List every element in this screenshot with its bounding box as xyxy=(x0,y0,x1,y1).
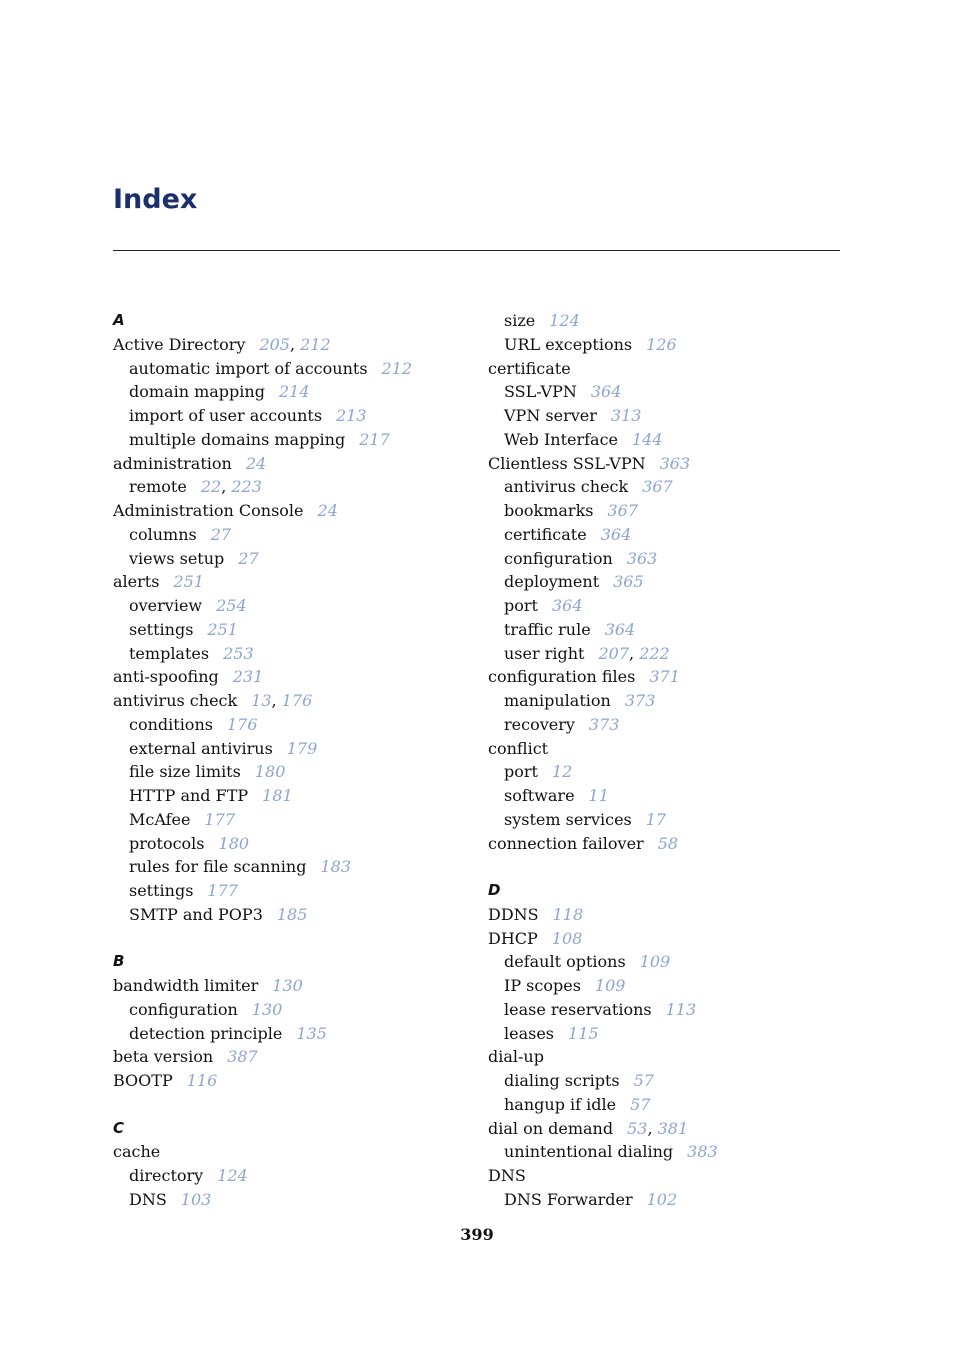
page-references xyxy=(207,620,238,639)
page-link[interactable]: 183 xyxy=(320,857,351,877)
page-link[interactable]: 212 xyxy=(300,334,331,354)
page-references xyxy=(336,406,367,425)
index-entry xyxy=(488,357,848,381)
index-subentry xyxy=(113,428,473,452)
page-link[interactable]: 109 xyxy=(639,952,671,972)
page-references xyxy=(607,501,638,520)
page-link[interactable]: 185 xyxy=(276,904,308,924)
index-subentry xyxy=(113,879,473,903)
page-references xyxy=(227,1047,258,1066)
index-term: automatic import of accounts xyxy=(129,358,368,378)
page-link[interactable]: 364 xyxy=(551,596,583,615)
index-subentry xyxy=(113,903,473,927)
index-subentry xyxy=(113,380,473,404)
page-link[interactable]: 212 xyxy=(381,358,413,378)
index-entry xyxy=(488,1164,848,1188)
index-column-left xyxy=(113,309,473,1212)
page-link[interactable]: 144 xyxy=(632,429,663,449)
index-term: alerts xyxy=(113,572,160,592)
index-entry xyxy=(488,832,848,856)
index-entry xyxy=(488,452,848,476)
page-link[interactable]: 177 xyxy=(207,881,238,900)
index-subentry xyxy=(113,547,473,571)
index-term: recovery xyxy=(504,714,575,734)
page-separator: , xyxy=(289,334,301,354)
index-term: cache xyxy=(113,1142,161,1162)
index-term: protocols xyxy=(129,833,205,853)
page-separator: , xyxy=(221,477,232,497)
page-link[interactable]: 118 xyxy=(552,904,584,924)
page-references xyxy=(666,1000,697,1019)
index-subentry xyxy=(488,689,848,713)
index-term: IP scopes xyxy=(504,976,581,995)
page-references xyxy=(252,1000,283,1019)
page-link[interactable]: 130 xyxy=(251,999,283,1019)
page-link[interactable]: 364 xyxy=(600,524,632,544)
page-references xyxy=(217,1166,248,1185)
index-term: lease reservations xyxy=(504,999,652,1019)
index-term: domain mapping xyxy=(129,382,265,402)
index-term: dial-up xyxy=(488,1047,544,1067)
page-link[interactable]: 12 xyxy=(551,762,573,782)
page-link[interactable]: 24 xyxy=(245,453,267,473)
index-subentry xyxy=(488,499,848,523)
index-term: DNS xyxy=(129,1189,167,1209)
index-subentry xyxy=(488,570,848,594)
index-subentry xyxy=(488,547,848,571)
page-link[interactable]: 231 xyxy=(232,667,264,687)
index-entry xyxy=(488,1117,848,1141)
index-letter-heading: A xyxy=(113,311,125,329)
index-term: McAfee xyxy=(129,809,191,829)
index-subentry xyxy=(113,642,473,666)
index-subentry xyxy=(488,1188,848,1212)
page-link[interactable]: 383 xyxy=(687,1142,718,1162)
page-link[interactable]: 181 xyxy=(262,786,293,805)
index-term: file size limits xyxy=(129,762,241,782)
index-term: configuration files xyxy=(488,667,636,687)
page-references xyxy=(259,335,330,354)
index-subentry xyxy=(113,523,473,547)
page-references xyxy=(262,786,293,805)
page-link[interactable]: 381 xyxy=(657,1118,689,1138)
index-subentry xyxy=(113,1164,473,1188)
page-link[interactable]: 363 xyxy=(626,548,658,568)
page-link[interactable]: 116 xyxy=(186,1071,218,1090)
page-link[interactable]: 27 xyxy=(238,548,259,568)
page-link[interactable]: 126 xyxy=(646,334,677,354)
page-link[interactable]: 57 xyxy=(633,1071,654,1090)
page-link[interactable]: 109 xyxy=(594,976,626,995)
page-link[interactable]: 17 xyxy=(645,809,667,829)
index-term: detection principle xyxy=(129,1023,283,1043)
page-link[interactable]: 367 xyxy=(642,477,673,497)
page-references xyxy=(272,976,303,995)
page-references xyxy=(211,525,231,544)
page-link[interactable]: 58 xyxy=(657,833,679,853)
index-term: size xyxy=(504,311,536,330)
page-link[interactable]: 102 xyxy=(646,1189,678,1209)
index-subentry xyxy=(488,950,848,974)
page-link[interactable]: 57 xyxy=(630,1094,651,1114)
page-link[interactable]: 124 xyxy=(217,1166,248,1185)
page-references xyxy=(632,430,663,449)
index-term: port xyxy=(504,762,538,782)
page-references xyxy=(255,762,286,781)
index-term: rules for file scanning xyxy=(129,857,307,877)
index-entry xyxy=(113,452,473,476)
index-term: DNS xyxy=(488,1166,526,1185)
page-number: 399 xyxy=(460,1225,494,1244)
page-references xyxy=(649,667,680,686)
index-term: URL exceptions xyxy=(504,334,633,354)
page-references xyxy=(658,834,678,853)
index-term: beta version xyxy=(113,1047,214,1067)
index-term: overview xyxy=(129,596,203,615)
index-subentry xyxy=(488,428,848,452)
page-references xyxy=(687,1142,718,1161)
index-entry xyxy=(113,689,473,713)
index-subentry xyxy=(488,1093,848,1117)
index-letter-heading: D xyxy=(488,881,501,899)
page-references xyxy=(601,525,632,544)
page-link[interactable]: 371 xyxy=(649,667,680,687)
index-subentry xyxy=(488,713,848,737)
index-subentry xyxy=(113,1022,473,1046)
page-references xyxy=(251,691,312,710)
page-link[interactable]: 313 xyxy=(610,406,642,425)
index-term: dial on demand xyxy=(488,1118,614,1138)
page-references xyxy=(647,1190,678,1209)
index-term: Web Interface xyxy=(504,429,618,449)
page-separator: , xyxy=(629,643,640,663)
page-link[interactable]: 13 xyxy=(251,691,272,710)
index-subentry xyxy=(113,855,473,879)
index-subentry xyxy=(488,760,848,784)
page-link[interactable]: 367 xyxy=(607,501,639,520)
index-subentry xyxy=(113,998,473,1022)
index-subentry xyxy=(488,974,848,998)
page-separator: , xyxy=(271,691,282,710)
page-link[interactable]: 253 xyxy=(223,643,254,663)
index-subentry xyxy=(488,784,848,808)
page-references xyxy=(246,454,266,473)
index-term: dialing scripts xyxy=(504,1071,620,1090)
index-subentry xyxy=(488,1022,848,1046)
page-link[interactable]: 130 xyxy=(272,976,303,995)
index-subentry xyxy=(488,808,848,832)
index-subentry xyxy=(488,1069,848,1093)
index-term: templates xyxy=(129,643,210,663)
page-references xyxy=(553,905,584,924)
page-references xyxy=(549,311,580,330)
index-term: import of user accounts xyxy=(129,406,323,425)
index-subentry xyxy=(113,1188,473,1212)
page-link[interactable]: 373 xyxy=(588,714,620,734)
index-subentry xyxy=(113,594,473,618)
page-references xyxy=(181,1190,212,1209)
index-term: connection failover xyxy=(488,833,644,853)
page-references xyxy=(227,715,258,734)
index-term: certificate xyxy=(488,358,571,378)
index-term: conflict xyxy=(488,738,549,758)
index-term: conditions xyxy=(129,714,213,734)
page-link[interactable]: 223 xyxy=(231,477,262,497)
index-term: certificate xyxy=(504,524,587,544)
index-letter-heading: B xyxy=(113,952,125,971)
page-references xyxy=(359,430,390,449)
page-references xyxy=(634,1071,654,1090)
index-subentry xyxy=(488,998,848,1022)
page-link[interactable]: 217 xyxy=(359,429,390,449)
page-references xyxy=(187,1071,218,1090)
index-term: settings xyxy=(129,881,194,900)
index-term: SMTP and POP3 xyxy=(129,904,263,924)
page-link[interactable]: 364 xyxy=(604,619,636,639)
index-term: leases xyxy=(504,1023,555,1043)
index-term: unintentional dialing xyxy=(504,1142,674,1162)
page-link[interactable]: 124 xyxy=(549,311,580,330)
index-entry xyxy=(488,737,848,761)
page-references xyxy=(568,1024,599,1043)
index-entry xyxy=(113,333,473,357)
index-subentry xyxy=(113,357,473,381)
index-term: system services xyxy=(504,809,632,829)
index-term: bookmarks xyxy=(504,501,594,520)
index-entry xyxy=(113,974,473,998)
index-term: Clientless SSL-VPN xyxy=(488,453,646,473)
index-entry xyxy=(488,665,848,689)
page-references xyxy=(216,596,247,615)
index-subentry xyxy=(113,475,473,499)
page-link[interactable]: 11 xyxy=(588,786,609,805)
index-subentry xyxy=(488,333,848,357)
page-references xyxy=(627,1119,688,1138)
index-term: multiple domains mapping xyxy=(129,429,346,449)
page-references xyxy=(207,881,238,900)
index-term: DDNS xyxy=(488,904,539,924)
page-link[interactable]: 24 xyxy=(317,501,338,520)
index-subentry xyxy=(488,1140,848,1164)
index-term: antivirus check xyxy=(113,691,238,710)
page-references xyxy=(318,501,338,520)
index-term: administration xyxy=(113,453,232,473)
page-link[interactable]: 179 xyxy=(286,738,318,758)
page-link[interactable]: 180 xyxy=(254,762,286,782)
index-term: settings xyxy=(129,619,194,639)
page-references xyxy=(320,857,351,876)
page-link[interactable]: 22 xyxy=(200,477,222,497)
page-references xyxy=(605,620,636,639)
index-term: Administration Console xyxy=(113,501,304,520)
page-references xyxy=(613,572,644,591)
index-term: HTTP and FTP xyxy=(129,786,249,805)
index-term: configuration xyxy=(129,999,238,1019)
page-link[interactable]: 207 xyxy=(598,643,630,663)
index-term: anti-spoofing xyxy=(113,667,219,687)
page-link[interactable]: 135 xyxy=(296,1023,327,1043)
page-references xyxy=(552,929,583,948)
index-term: user right xyxy=(504,643,585,663)
page-references xyxy=(219,834,250,853)
page-link[interactable]: 115 xyxy=(568,1023,599,1043)
page-references xyxy=(296,1024,327,1043)
index-subentry xyxy=(488,404,848,428)
index-term: directory xyxy=(129,1166,204,1185)
index-term: remote xyxy=(129,477,187,497)
index-letter-heading: C xyxy=(113,1118,125,1137)
index-entry xyxy=(113,1069,473,1093)
section-gap xyxy=(113,1093,473,1117)
index-term: columns xyxy=(129,524,197,544)
page-link[interactable]: 251 xyxy=(207,619,238,639)
index-term: manipulation xyxy=(504,691,611,710)
page-link[interactable]: 364 xyxy=(590,382,622,402)
page-link[interactable]: 176 xyxy=(281,691,313,710)
index-entry xyxy=(113,499,473,523)
index-entry xyxy=(113,1140,473,1164)
page-references xyxy=(173,572,204,591)
section-gap xyxy=(488,855,848,879)
index-term: views setup xyxy=(129,548,225,568)
page-references xyxy=(611,406,642,425)
index-term: deployment xyxy=(504,572,600,592)
index-term: Active Directory xyxy=(113,334,246,354)
page-references xyxy=(589,786,609,805)
index-subentry xyxy=(113,784,473,808)
index-term: VPN server xyxy=(504,406,597,425)
page-references xyxy=(640,952,671,971)
page-link[interactable]: 363 xyxy=(659,453,691,473)
page-references xyxy=(201,477,262,496)
page-references xyxy=(646,810,666,829)
section-gap xyxy=(113,927,473,951)
index-term: SSL-VPN xyxy=(504,382,577,402)
page-references xyxy=(591,382,622,401)
page-link[interactable]: 108 xyxy=(551,928,583,948)
page-link[interactable]: 387 xyxy=(227,1047,258,1067)
index-column-right xyxy=(488,309,848,1212)
index-entry xyxy=(488,1045,848,1069)
index-term: antivirus check xyxy=(504,477,629,497)
page-link[interactable]: 103 xyxy=(180,1189,212,1209)
page-link[interactable]: 27 xyxy=(210,524,232,544)
index-term: DNS Forwarder xyxy=(504,1189,633,1209)
index-entry xyxy=(113,1045,473,1069)
index-subentry xyxy=(488,618,848,642)
page-references xyxy=(646,335,677,354)
page-link[interactable]: 180 xyxy=(218,833,250,853)
index-entry xyxy=(113,570,473,594)
index-term: traffic rule xyxy=(504,619,591,639)
index-entry xyxy=(488,927,848,951)
page-references xyxy=(382,359,413,378)
page-references xyxy=(589,715,620,734)
index-subentry xyxy=(113,713,473,737)
page-link[interactable]: 213 xyxy=(336,406,367,425)
page-link[interactable]: 222 xyxy=(639,643,670,663)
page-references xyxy=(625,691,656,710)
page-link[interactable]: 205 xyxy=(259,334,290,354)
page-references xyxy=(238,549,258,568)
index-subentry xyxy=(113,737,473,761)
page-title: Index xyxy=(113,184,198,215)
page-link[interactable]: 176 xyxy=(226,714,258,734)
page-references xyxy=(630,1095,650,1114)
page-references xyxy=(277,905,308,924)
index-entry xyxy=(113,665,473,689)
index-term: external antivirus xyxy=(129,738,273,758)
page-references xyxy=(642,477,673,496)
index-term: configuration xyxy=(504,548,613,568)
page-separator: , xyxy=(647,1118,658,1138)
index-term: bandwidth limiter xyxy=(113,976,259,995)
page-references xyxy=(223,644,254,663)
page-references xyxy=(627,549,658,568)
page-references xyxy=(287,739,318,758)
page-link[interactable]: 254 xyxy=(216,596,247,615)
title-divider xyxy=(113,250,840,251)
page-references xyxy=(660,454,691,473)
index-subentry xyxy=(113,760,473,784)
page-references xyxy=(552,762,572,781)
page-link[interactable]: 365 xyxy=(613,572,644,592)
index-subentry xyxy=(113,808,473,832)
index-subentry xyxy=(113,832,473,856)
page-link[interactable]: 53 xyxy=(627,1118,648,1138)
index-term: DHCP xyxy=(488,928,538,948)
index-subentry xyxy=(488,594,848,618)
index-subentry xyxy=(488,642,848,666)
index-term: port xyxy=(504,596,538,615)
index-subentry xyxy=(113,618,473,642)
index-term: hangup if idle xyxy=(504,1094,617,1114)
index-subentry xyxy=(488,523,848,547)
page-link[interactable]: 214 xyxy=(278,382,310,402)
page-link[interactable]: 177 xyxy=(204,809,236,829)
index-term: BOOTP xyxy=(113,1071,173,1090)
page-link[interactable]: 251 xyxy=(173,572,204,592)
page-link[interactable]: 373 xyxy=(624,691,656,710)
page-references xyxy=(233,667,264,686)
page-references xyxy=(204,810,235,829)
index-subentry xyxy=(488,309,848,333)
page-references xyxy=(279,382,310,401)
index-term: software xyxy=(504,786,575,805)
index-subentry xyxy=(488,380,848,404)
index-subentry xyxy=(113,404,473,428)
page-references xyxy=(595,976,626,995)
page-references xyxy=(552,596,583,615)
index-subentry xyxy=(488,475,848,499)
index-entry xyxy=(488,903,848,927)
page-link[interactable]: 113 xyxy=(665,999,697,1019)
page-references xyxy=(598,644,669,663)
index-term: default options xyxy=(504,952,626,972)
